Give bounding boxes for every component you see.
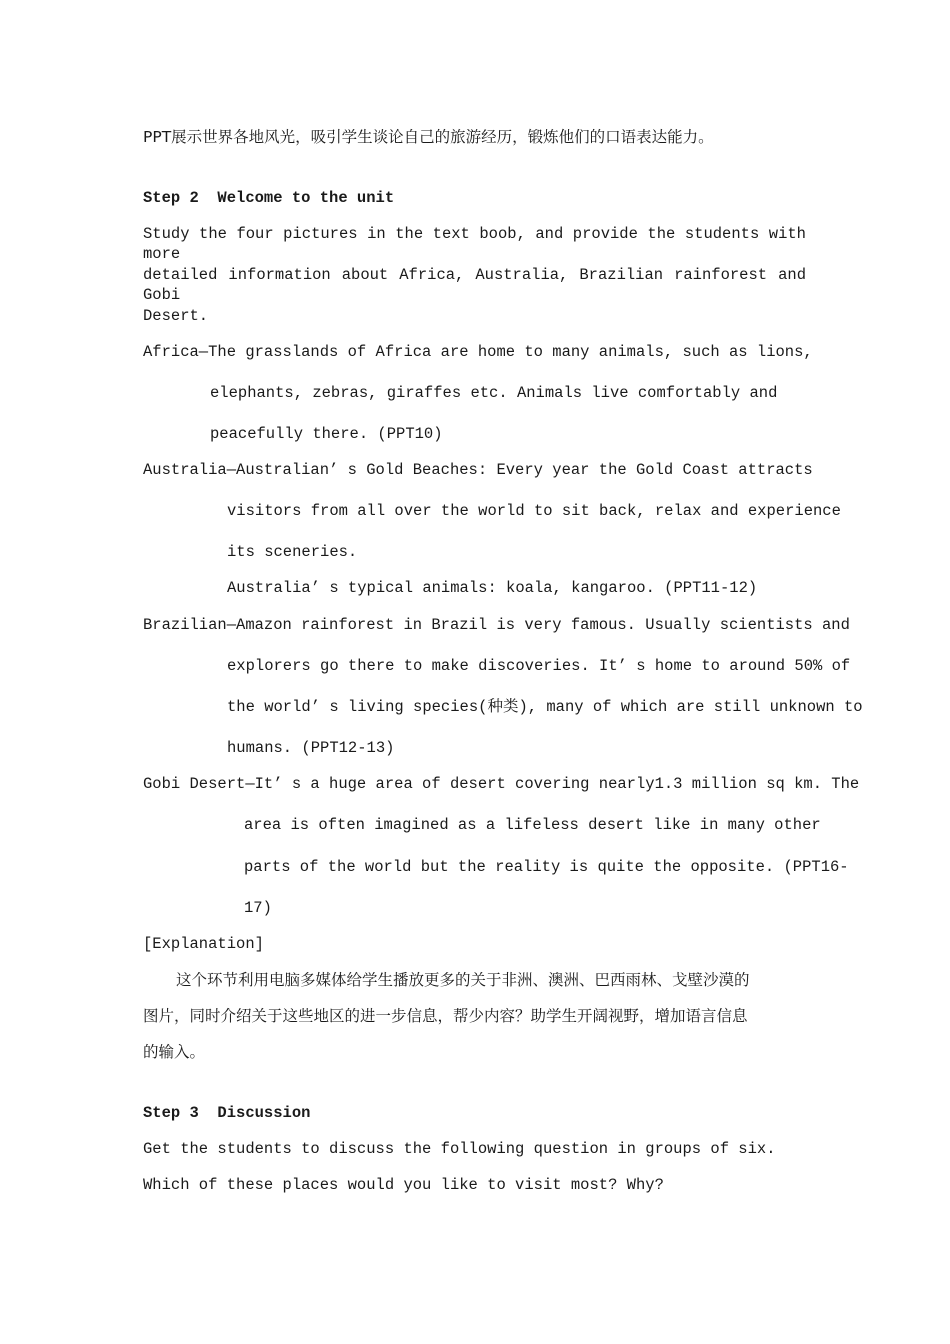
brazil-line: Brazilian—Amazon rainforest in Brazil is very famous. Usually scientists and xyxy=(143,616,850,634)
australia-line: visitors from all over the world to sit back, relax and experience xyxy=(227,502,841,520)
step2-desc-line: detailed information about Africa, Australia, Brazilian rainforest and Gobi xyxy=(143,266,806,304)
step3-line: Which of these places would you like to visit most? Why? xyxy=(143,1176,664,1194)
brazil-line: explorers go there to make discoveries. It’ s home to around 50% of xyxy=(227,657,851,675)
step2-desc-line: Study the four pictures in the text boob, and provide the students with more xyxy=(143,225,806,263)
explanation-line: 这个环节利用电脑多媒体给学生播放更多的关于非洲、澳洲、巴西雨林、戈壁沙漠的 xyxy=(176,971,750,989)
step3-line: Get the students to discuss the following question in groups of six. xyxy=(143,1140,776,1158)
explanation-label: [Explanation] xyxy=(143,935,264,953)
australia-line: Australia’ s typical animals: koala, kangaroo. (PPT11-12) xyxy=(227,579,758,597)
africa-line: peacefully there. (PPT10) xyxy=(210,425,443,443)
gobi-line: Gobi Desert—It’ s a huge area of desert covering nearly1.3 million sq km. The xyxy=(143,775,860,793)
step2-desc-line: Desert. xyxy=(143,307,209,325)
explanation-line: 的输入。 xyxy=(143,1043,206,1061)
australia-line: its sceneries. xyxy=(227,543,358,561)
gobi-line: area is often imagined as a lifeless desert like in many other xyxy=(244,816,821,834)
gobi-line: parts of the world but the reality is quite the opposite. (PPT16- xyxy=(244,858,849,876)
brazil-line: the world’ s living species(种类), many of which are still unknown to xyxy=(227,698,863,716)
africa-line: elephants, zebras, giraffes etc. Animals live comfortably and xyxy=(210,384,778,402)
africa-line: Africa—The grasslands of Africa are home to many animals, such as lions, xyxy=(143,343,813,361)
step2-heading: Step 2 Welcome to the unit xyxy=(143,189,395,207)
gobi-line: 17) xyxy=(244,899,272,917)
explanation-line: 图片，同时介绍关于这些地区的进一步信息，帮少内容？助学生开阔视野，增加语言信息 xyxy=(143,1007,748,1025)
brazil-line: humans. (PPT12-13) xyxy=(227,739,395,757)
intro-text: PPT展示世界各地风光，吸引学生谈论自己的旅游经历，锻炼他们的口语表达能力。 xyxy=(143,128,714,146)
australia-line: Australia—Australian’ s Gold Beaches: Every year the Gold Coast attracts xyxy=(143,461,813,479)
step3-heading: Step 3 Discussion xyxy=(143,1104,311,1122)
